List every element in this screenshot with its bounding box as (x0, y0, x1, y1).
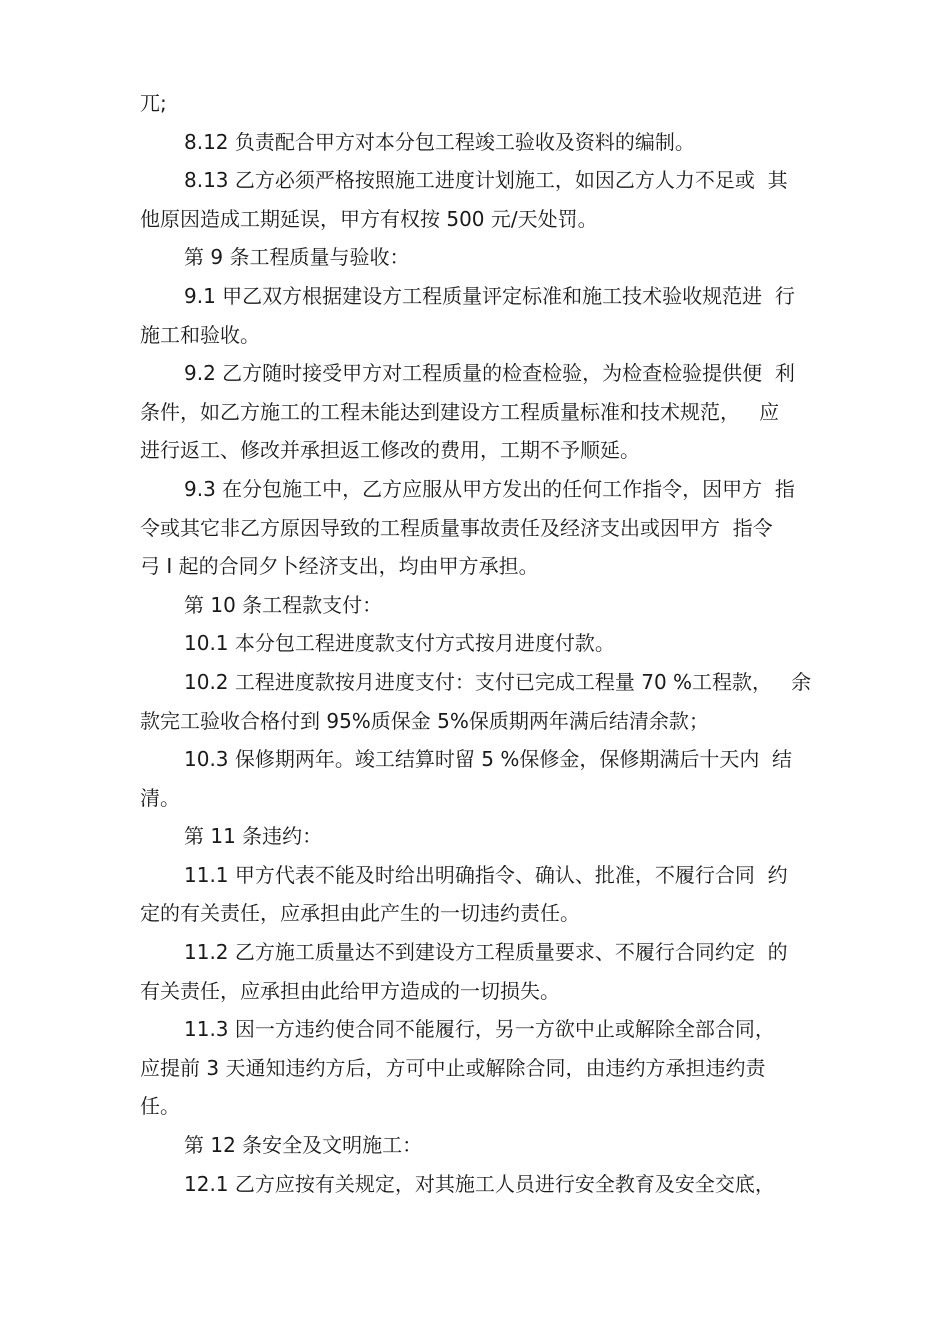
section-heading: 第 10 条工程款支付： (184, 592, 383, 617)
text-line: 令或其它非乙方原因导致的工程质量事故责任及经济支出或因甲方 指令 (140, 515, 773, 540)
text-line: 10.1 本分包工程进度款支付方式按月进度付款。 (184, 631, 615, 656)
text-line: 8.12 负责配合甲方对本分包工程竣工验收及资料的编制。 (184, 129, 695, 154)
text-line: 11.2 乙方施工质量达不到建设方工程质量要求、不履行合同约定 的 (184, 940, 788, 965)
text-line: 进行返工、修改并承担返工修改的费用，工期不予顺延。 (140, 438, 640, 463)
text-line: 兀; (140, 91, 167, 115)
text-line: 条件，如乙方施工的工程未能达到建设方工程质量标准和技术规范， 应 (140, 399, 780, 424)
text-line: 10.2 工程进度款按月进度支付：支付已完成工程量 70 %工程款， 余 (184, 669, 812, 694)
text-line: 10.3 保修期两年。竣工结算时留 5 %保修金，保修期满后十天内 结 (184, 747, 793, 772)
text-line: 9.2 乙方随时接受甲方对工程质量的检查检验，为检查检验提供便 利 (184, 361, 795, 386)
text-line: 11.3 因一方违约使合同不能履行，另一方欲中止或解除全部合同， (184, 1017, 775, 1042)
text-line: 9.1 甲乙双方根据建设方工程质量评定标准和施工技术验收规范进 行 (184, 283, 795, 308)
section-heading: 第 12 条安全及文明施工： (184, 1133, 423, 1158)
text-line: 清。 (140, 785, 180, 810)
contract-text (140, 84, 830, 1203)
text-line: 12.1 乙方应按有关规定，对其施工人员进行安全教育及安全交底， (184, 1171, 775, 1196)
section-heading: 第 9 条工程质量与验收： (184, 245, 410, 270)
text-line: 他原因造成工期延误，甲方有权按 500 元/天处罚。 (140, 206, 598, 231)
section-heading: 第 11 条违约： (184, 824, 323, 849)
text-line: 施工和验收。 (140, 322, 260, 347)
text-line: 款完工验收合格付到 95%质保金 5%保质期两年满后结清余款； (140, 708, 709, 733)
text-line: 9.3 在分包施工中，乙方应服从甲方发出的任何工作指令，因甲方 指 (184, 476, 795, 501)
text-line: 8.13 乙方必须严格按照施工进度计划施工，如因乙方人力不足或 其 (184, 168, 788, 193)
text-line: 任。 (140, 1094, 180, 1119)
text-line: 弓 I 起的合同夕卜经济支出，均由甲方承担。 (140, 554, 539, 579)
text-line: 有关责任，应承担由此给甲方造成的一切损失。 (140, 978, 560, 1003)
text-line: 11.1 甲方代表不能及时给出明确指令、确认、批准，不履行合同 约 (184, 862, 788, 887)
text-line: 应提前 3 天通知违约方后，方可中止或解除合同，由违约方承担违约责 (140, 1055, 766, 1080)
text-line: 定的有关责任，应承担由此产生的一切违约责任。 (140, 901, 580, 926)
